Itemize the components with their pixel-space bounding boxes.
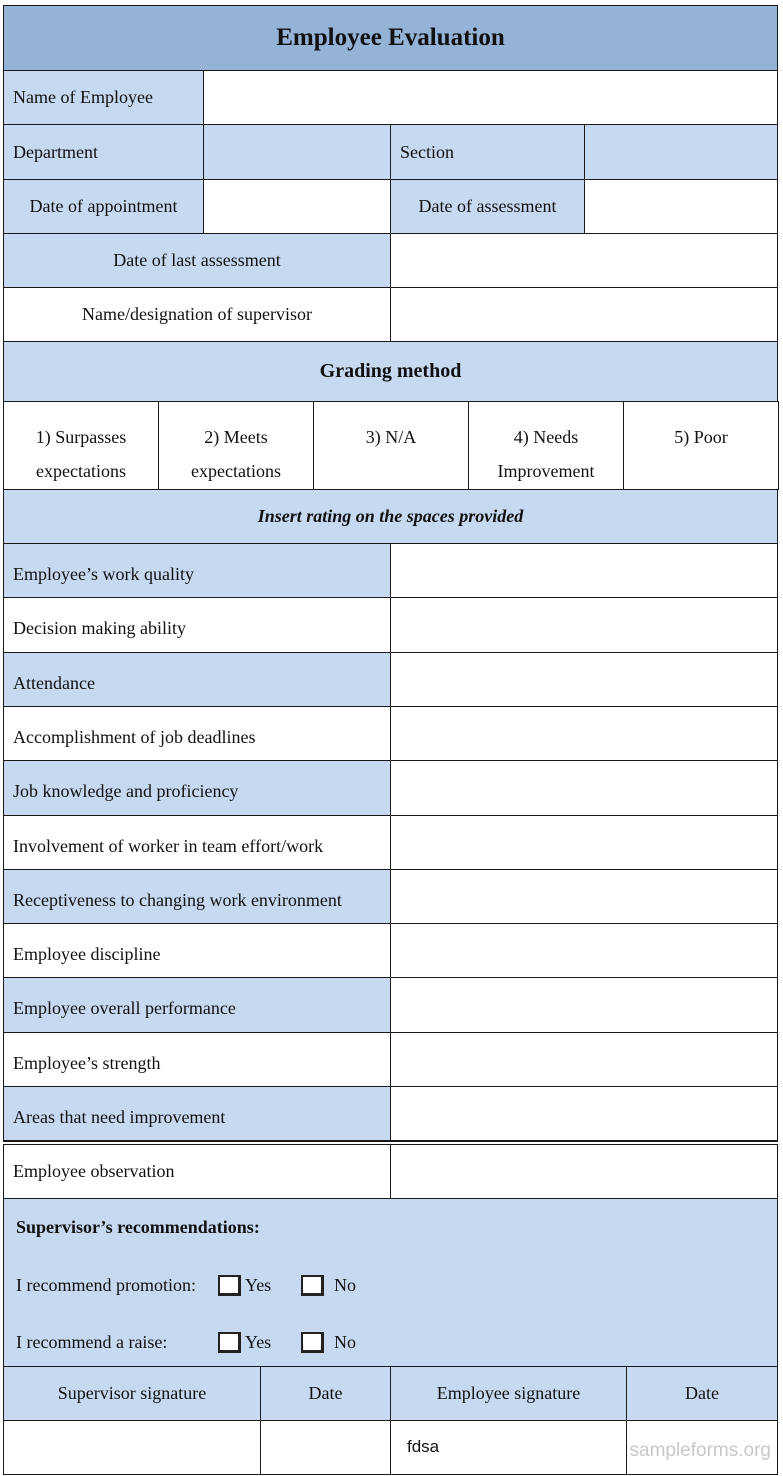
- date-last-label: Date of last assessment: [3, 233, 391, 288]
- rating-label: Areas that need improvement: [3, 1086, 391, 1142]
- rating-label: Employee overall performance: [3, 977, 391, 1033]
- rating-input[interactable]: [390, 1032, 778, 1088]
- rating-input[interactable]: [390, 869, 778, 925]
- rating-label: Involvement of worker in team effort/work: [3, 815, 391, 871]
- rating-label: Employee discipline: [3, 923, 391, 979]
- date-assessment-input[interactable]: [584, 179, 778, 234]
- date-appointment-label: Date of appointment: [3, 179, 204, 234]
- raise-yes-label: Yes: [245, 1332, 272, 1352]
- rating-input[interactable]: [390, 1086, 778, 1142]
- observation-label: Employee observation: [3, 1144, 391, 1199]
- grading-option: 4) Needs Improvement: [468, 401, 624, 490]
- rating-label: Attendance: [3, 652, 391, 708]
- name-input[interactable]: [203, 70, 778, 125]
- rating-input[interactable]: [390, 706, 778, 762]
- rating-label: Receptiveness to changing work environment: [3, 869, 391, 925]
- date-last-input[interactable]: [390, 233, 778, 288]
- recommendations-section: [3, 1198, 778, 1367]
- department-input[interactable]: [203, 124, 391, 180]
- supervisor-label: Name/designation of supervisor: [3, 287, 391, 342]
- raise-yes-checkbox[interactable]: [218, 1332, 241, 1353]
- observation-input[interactable]: [390, 1144, 778, 1199]
- section-label: Section: [390, 124, 585, 180]
- promotion-no-label: No: [334, 1275, 356, 1295]
- supervisor-signature-label: Supervisor signature: [3, 1366, 261, 1421]
- rating-label: Job knowledge and proficiency: [3, 760, 391, 816]
- rating-input[interactable]: [390, 923, 778, 979]
- date-assessment-label: Date of assessment: [390, 179, 585, 234]
- rating-input[interactable]: [390, 597, 778, 653]
- divider: [3, 1140, 778, 1142]
- promotion-label: I recommend promotion:: [16, 1275, 196, 1295]
- date-label-1: Date: [260, 1366, 391, 1421]
- supervisor-input[interactable]: [390, 287, 778, 342]
- rating-label: Employee’s work quality: [3, 543, 391, 599]
- grading-option: 3) N/A: [313, 401, 469, 490]
- rating-label: Decision making ability: [3, 597, 391, 653]
- watermark: sampleforms.org: [629, 1440, 771, 1461]
- rating-instruction: Insert rating on the spaces provided: [3, 489, 778, 544]
- date-appointment-input[interactable]: [203, 179, 391, 234]
- grading-option: 2) Meets expectations: [158, 401, 314, 490]
- date-input-1[interactable]: [260, 1420, 391, 1475]
- promotion-yes-checkbox[interactable]: [218, 1275, 241, 1296]
- rating-label: Employee’s strength: [3, 1032, 391, 1088]
- recommendations-title: Supervisor’s recommendations:: [16, 1217, 260, 1237]
- department-label: Department: [3, 124, 204, 180]
- supervisor-signature-input[interactable]: [3, 1420, 261, 1475]
- grading-option: 5) Poor: [623, 401, 779, 490]
- rating-label: Accomplishment of job deadlines: [3, 706, 391, 762]
- grading-option: 1) Surpasses expectations: [3, 401, 159, 490]
- promotion-no-checkbox[interactable]: [301, 1275, 324, 1296]
- section-input[interactable]: [584, 124, 778, 180]
- grading-title: Grading method: [3, 341, 778, 402]
- promotion-yes-label: Yes: [245, 1275, 272, 1295]
- rating-input[interactable]: [390, 760, 778, 816]
- raise-no-checkbox[interactable]: [301, 1332, 324, 1353]
- raise-no-label: No: [334, 1332, 356, 1352]
- rating-input[interactable]: [390, 652, 778, 708]
- date-label-2: Date: [626, 1366, 778, 1421]
- rating-input[interactable]: [390, 815, 778, 871]
- rating-input[interactable]: [390, 543, 778, 599]
- raise-label: I recommend a raise:: [16, 1332, 168, 1352]
- name-label: Name of Employee: [3, 70, 204, 125]
- rating-input[interactable]: [390, 977, 778, 1033]
- employee-signature-label: Employee signature: [390, 1366, 627, 1421]
- form-title: Employee Evaluation: [3, 5, 778, 71]
- employee-signature-input[interactable]: fdsa: [390, 1420, 627, 1475]
